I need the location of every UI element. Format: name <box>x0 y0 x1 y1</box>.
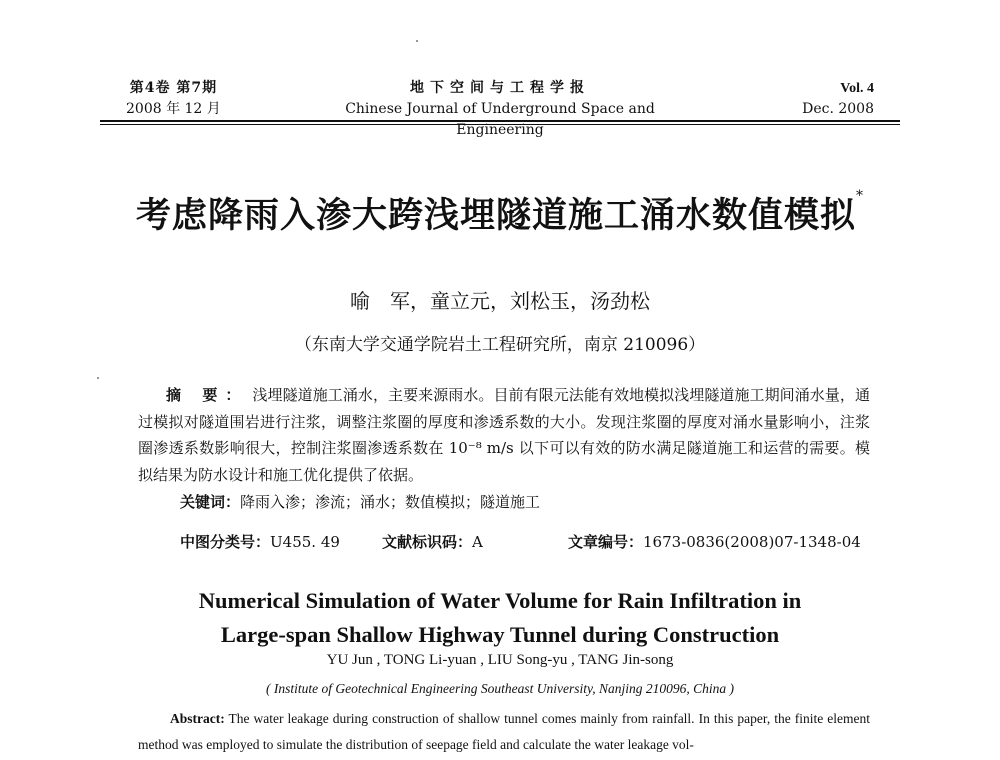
header-right <box>802 78 874 120</box>
title-en-line-1: Numerical Simulation of Water Volume for Rain Infiltration in <box>198 588 802 613</box>
affiliation-en: ( Institute of Geotechnical Engineering Southeast University, Nanjing 210096, China ) <box>266 681 734 696</box>
volume-issue-cn: 第4卷 第7期 <box>129 80 218 96</box>
date-cn: 2008 年 12 月 <box>126 101 221 117</box>
title-cn-text: 考虑降雨入渗大跨浅埋隧道施工涌水数值模拟 <box>135 195 856 236</box>
title-en-line-2: Large-span Shallow Highway Tunnel during Construction <box>220 622 780 647</box>
header-rule <box>100 120 900 122</box>
clc-code: 中图分类号：U455. 49 <box>180 533 340 551</box>
paper-title-cn <box>100 188 900 238</box>
document-code: 文献标识码：A <box>382 533 483 551</box>
header-left <box>126 78 221 120</box>
journal-name-cn: 地下空间与工程学报 <box>410 80 590 96</box>
authors-cn: 喻 军，童立元，刘松玉，汤劲松 <box>350 289 650 313</box>
journal-name-en: Chinese Journal of Underground Space and Engineering <box>345 101 655 138</box>
keywords-cn-label: 关键词： <box>180 493 241 511</box>
scan-dot <box>416 40 418 42</box>
date-en: Dec. 2008 <box>802 101 874 117</box>
authors-en: YU Jun , TONG Li-yuan , LIU Song-yu , TANG Jin-song <box>326 652 674 668</box>
keywords-cn <box>180 491 540 512</box>
keywords-cn-text: 降雨入渗；渗流；涌水；数值模拟；隧道施工 <box>240 493 541 511</box>
abstract-en-text: The water leakage during construction of shallow tunnel comes mainly from rainfall. In this paper, the finite element method was employed to simulate the distribution of seepage field and calculate the water leakage vol- <box>138 711 870 752</box>
abstract-cn <box>138 382 870 488</box>
abstract-en-label: Abstract: <box>170 711 225 726</box>
abstract-cn-text: 浅埋隧道施工涌水，主要来源雨水。目前有限元法能有效地模拟浅埋隧道施工期间涌水量，通过模拟对隧道围岩进行注浆，调整注浆圈的厚度和渗透系数的大小。发现注浆圈的厚度对涌水量影响小，注浆圈渗透系数影响很大，控制注浆圈渗透系数在 10⁻⁸ m/s 以下可以有效的防水满足隧道施工和运营的需要。模拟结果为防水设计和施工优化提供了依据。 <box>138 386 870 484</box>
classification-row <box>180 531 870 552</box>
abstract-en <box>138 706 870 758</box>
scan-dot <box>97 377 99 379</box>
article-number: 文章编号：1673-0836(2008)07-1348-04 <box>568 533 861 551</box>
affiliation-cn: （东南大学交通学院岩土工程研究所，南京 210096） <box>294 335 706 355</box>
abstract-cn-label: 摘 要： <box>166 386 249 404</box>
volume-en: Vol. 4 <box>840 81 874 96</box>
title-footnote-mark: * <box>856 188 864 204</box>
paper-title-en <box>100 584 900 652</box>
header-rule-thin <box>100 124 900 125</box>
journal-name <box>300 78 700 141</box>
